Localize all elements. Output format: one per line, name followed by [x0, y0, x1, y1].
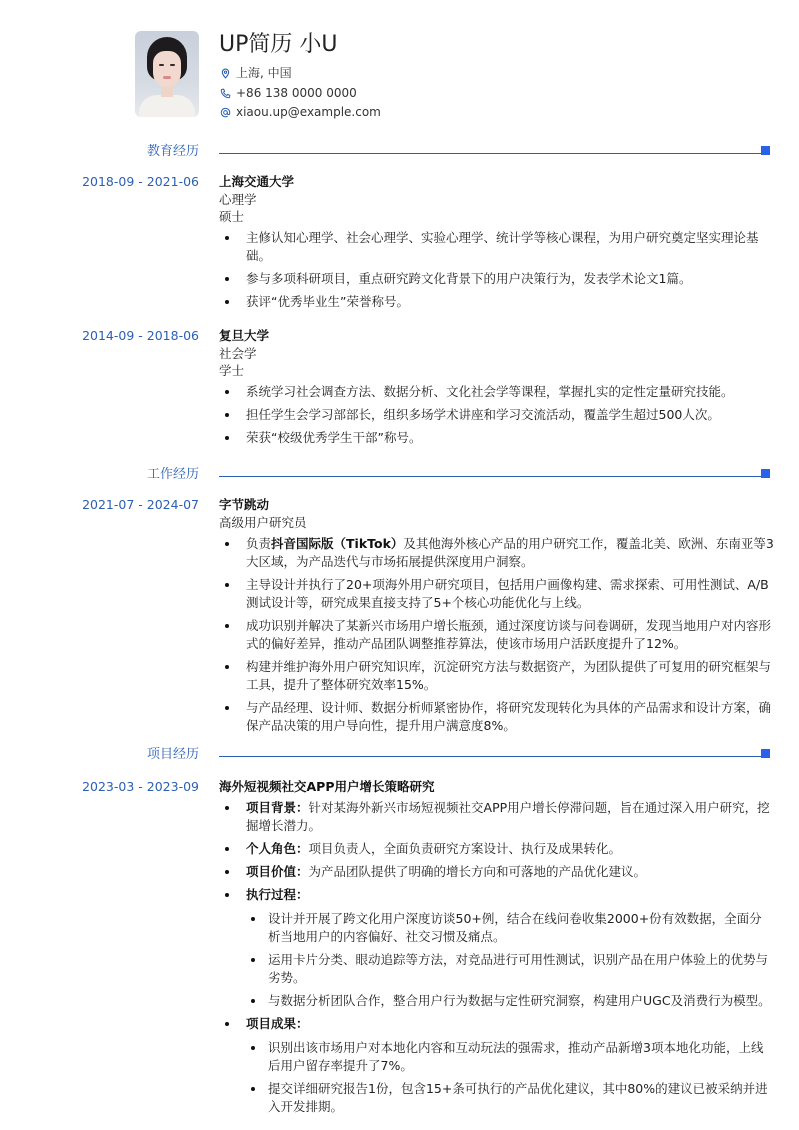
entry-date: 2018-09 - 2021-06: [82, 174, 199, 189]
list-item: 项目背景：针对某海外新兴市场短视频社交APP用户增长停滞问题，旨在通过深入用户研究，挖掘增长潜力。: [219, 799, 774, 835]
list-item: 担任学生会学习部部长，组织多场学术讲座和学习交流活动，覆盖学生超过500人次。: [219, 406, 774, 424]
degree: 硕士: [219, 209, 245, 224]
entry-date: 2023-03 - 2023-09: [82, 779, 199, 794]
list-item: 个人角色：项目负责人，全面负责研究方案设计、执行及成果转化。: [219, 840, 774, 858]
location-pin-icon: [219, 68, 231, 80]
entry-date: 2014-09 - 2018-06: [82, 328, 199, 343]
list-item: 项目成果： 识别出该市场用户对本地化内容和互动玩法的强需求，推动产品新增3项本地化功能，上线后用户留存率提升了7%。 提交详细研究报告1份，包含15+条可执行的产品优化建议，其中80%的建议已被采纳并进入开发排期。: [219, 1015, 774, 1116]
candidate-name: UP简历 小U: [219, 32, 338, 57]
section-marker: [761, 749, 770, 758]
list-item: 荣获“校级优秀学生干部”称号。: [219, 429, 774, 447]
list-item: 主导设计并执行了20+项海外用户研究项目，包括用户画像构建、需求探索、可用性测试、A/B测试设计等，研究成果直接支持了5+个核心功能优化与上线。: [219, 576, 774, 612]
projects-section-header: [0, 745, 799, 765]
list-item: 与产品经理、设计师、数据分析师紧密协作，将研究发现转化为具体的产品需求和设计方案，确保产品决策的用户导向性，提升用户满意度8%。: [219, 699, 774, 735]
email-link[interactable]: xiaou.up@example.com: [236, 105, 381, 119]
section-divider: [219, 476, 770, 477]
profile-photo: [135, 31, 199, 117]
section-divider: [219, 153, 770, 154]
phone-icon: [219, 87, 231, 99]
list-item: 系统学习社会调查方法、数据分析、文化社会学等课程，掌握扎实的定性定量研究技能。: [219, 383, 774, 401]
major: 心理学: [219, 192, 257, 207]
list-item: 获评“优秀毕业生”荣誉称号。: [219, 293, 774, 311]
location-text: 上海, 中国: [236, 66, 292, 80]
degree: 学士: [219, 363, 245, 378]
list-item: 与数据分析团队合作，整合用户行为数据与定性研究洞察，构建用户UGC及消费行为模型。: [246, 992, 774, 1010]
major: 社会学: [219, 346, 257, 361]
school-name: 复旦大学: [219, 328, 270, 343]
list-item: 参与多项科研项目，重点研究跨文化背景下的用户决策行为，发表学术论文1篇。: [219, 270, 774, 288]
job-title: 高级用户研究员: [219, 515, 307, 530]
section-marker: [761, 146, 770, 155]
list-item: 构建并维护海外用户研究知识库，沉淀研究方法与数据资产，为团队提供了可复用的研究框架与工具，提升了整体研究效率15%。: [219, 658, 774, 694]
section-title: 教育经历: [146, 144, 199, 159]
section-marker: [761, 469, 770, 478]
education-section-header: [0, 142, 799, 162]
project-name: 海外短视频社交APP用户增长策略研究: [219, 779, 435, 794]
list-item: 识别出该市场用户对本地化内容和互动玩法的强需求，推动产品新增3项本地化功能，上线后用户留存率提升了7%。: [246, 1039, 774, 1075]
list-item: 执行过程： 设计并开展了跨文化用户深度访谈50+例，结合在线问卷收集2000+份有效数据，全面分析当地用户的内容偏好、社交习惯及痛点。 运用卡片分类、眼动追踪等方法，对竞品进行可用性测试，识别产品在用户体验上的优势与劣势。 与数据分析团队合作，整合用户行为数据与定性研究洞察，构建用户UGC及消费行为模型。: [219, 886, 774, 1010]
section-title: 项目经历: [146, 747, 199, 762]
school-name: 上海交通大学: [219, 174, 295, 189]
company-name: 字节跳动: [219, 497, 270, 512]
location-row: [219, 64, 381, 84]
section-divider: [219, 756, 770, 757]
list-item: 项目价值：为产品团队提供了明确的增长方向和可落地的产品优化建议。: [219, 863, 774, 881]
list-item: 提交详细研究报告1份，包含15+条可执行的产品优化建议，其中80%的建议已被采纳并进入开发排期。: [246, 1080, 774, 1116]
resume-header: [135, 31, 381, 123]
list-item: 运用卡片分类、眼动追踪等方法，对竞品进行可用性测试，识别产品在用户体验上的优势与劣势。: [246, 951, 774, 987]
contact-info: [219, 31, 381, 123]
work-section-header: [0, 465, 799, 485]
entry-date: 2021-07 - 2024-07: [82, 497, 199, 512]
phone-text: +86 138 0000 0000: [236, 85, 357, 100]
phone-row: [219, 84, 381, 104]
list-item: 主修认知心理学、社会心理学、实验心理学、统计学等核心课程，为用户研究奠定坚实理论基础。: [219, 229, 774, 265]
email-row: [219, 103, 381, 123]
list-item: 负责抖音国际版（TikTok）及其他海外核心产品的用户研究工作，覆盖北美、欧洲、东南亚等3大区域，为产品迭代与市场拓展提供深度用户洞察。: [219, 535, 774, 571]
list-item: 设计并开展了跨文化用户深度访谈50+例，结合在线问卷收集2000+份有效数据，全面分析当地用户的内容偏好、社交习惯及痛点。: [246, 910, 774, 946]
section-title: 工作经历: [146, 467, 199, 482]
list-item: 成功识别并解决了某新兴市场用户增长瓶颈，通过深度访谈与问卷调研，发现当地用户对内容形式的偏好差异，推动产品团队调整推荐算法，使该市场用户活跃度提升了12%。: [219, 617, 774, 653]
at-sign-icon: [219, 107, 231, 119]
